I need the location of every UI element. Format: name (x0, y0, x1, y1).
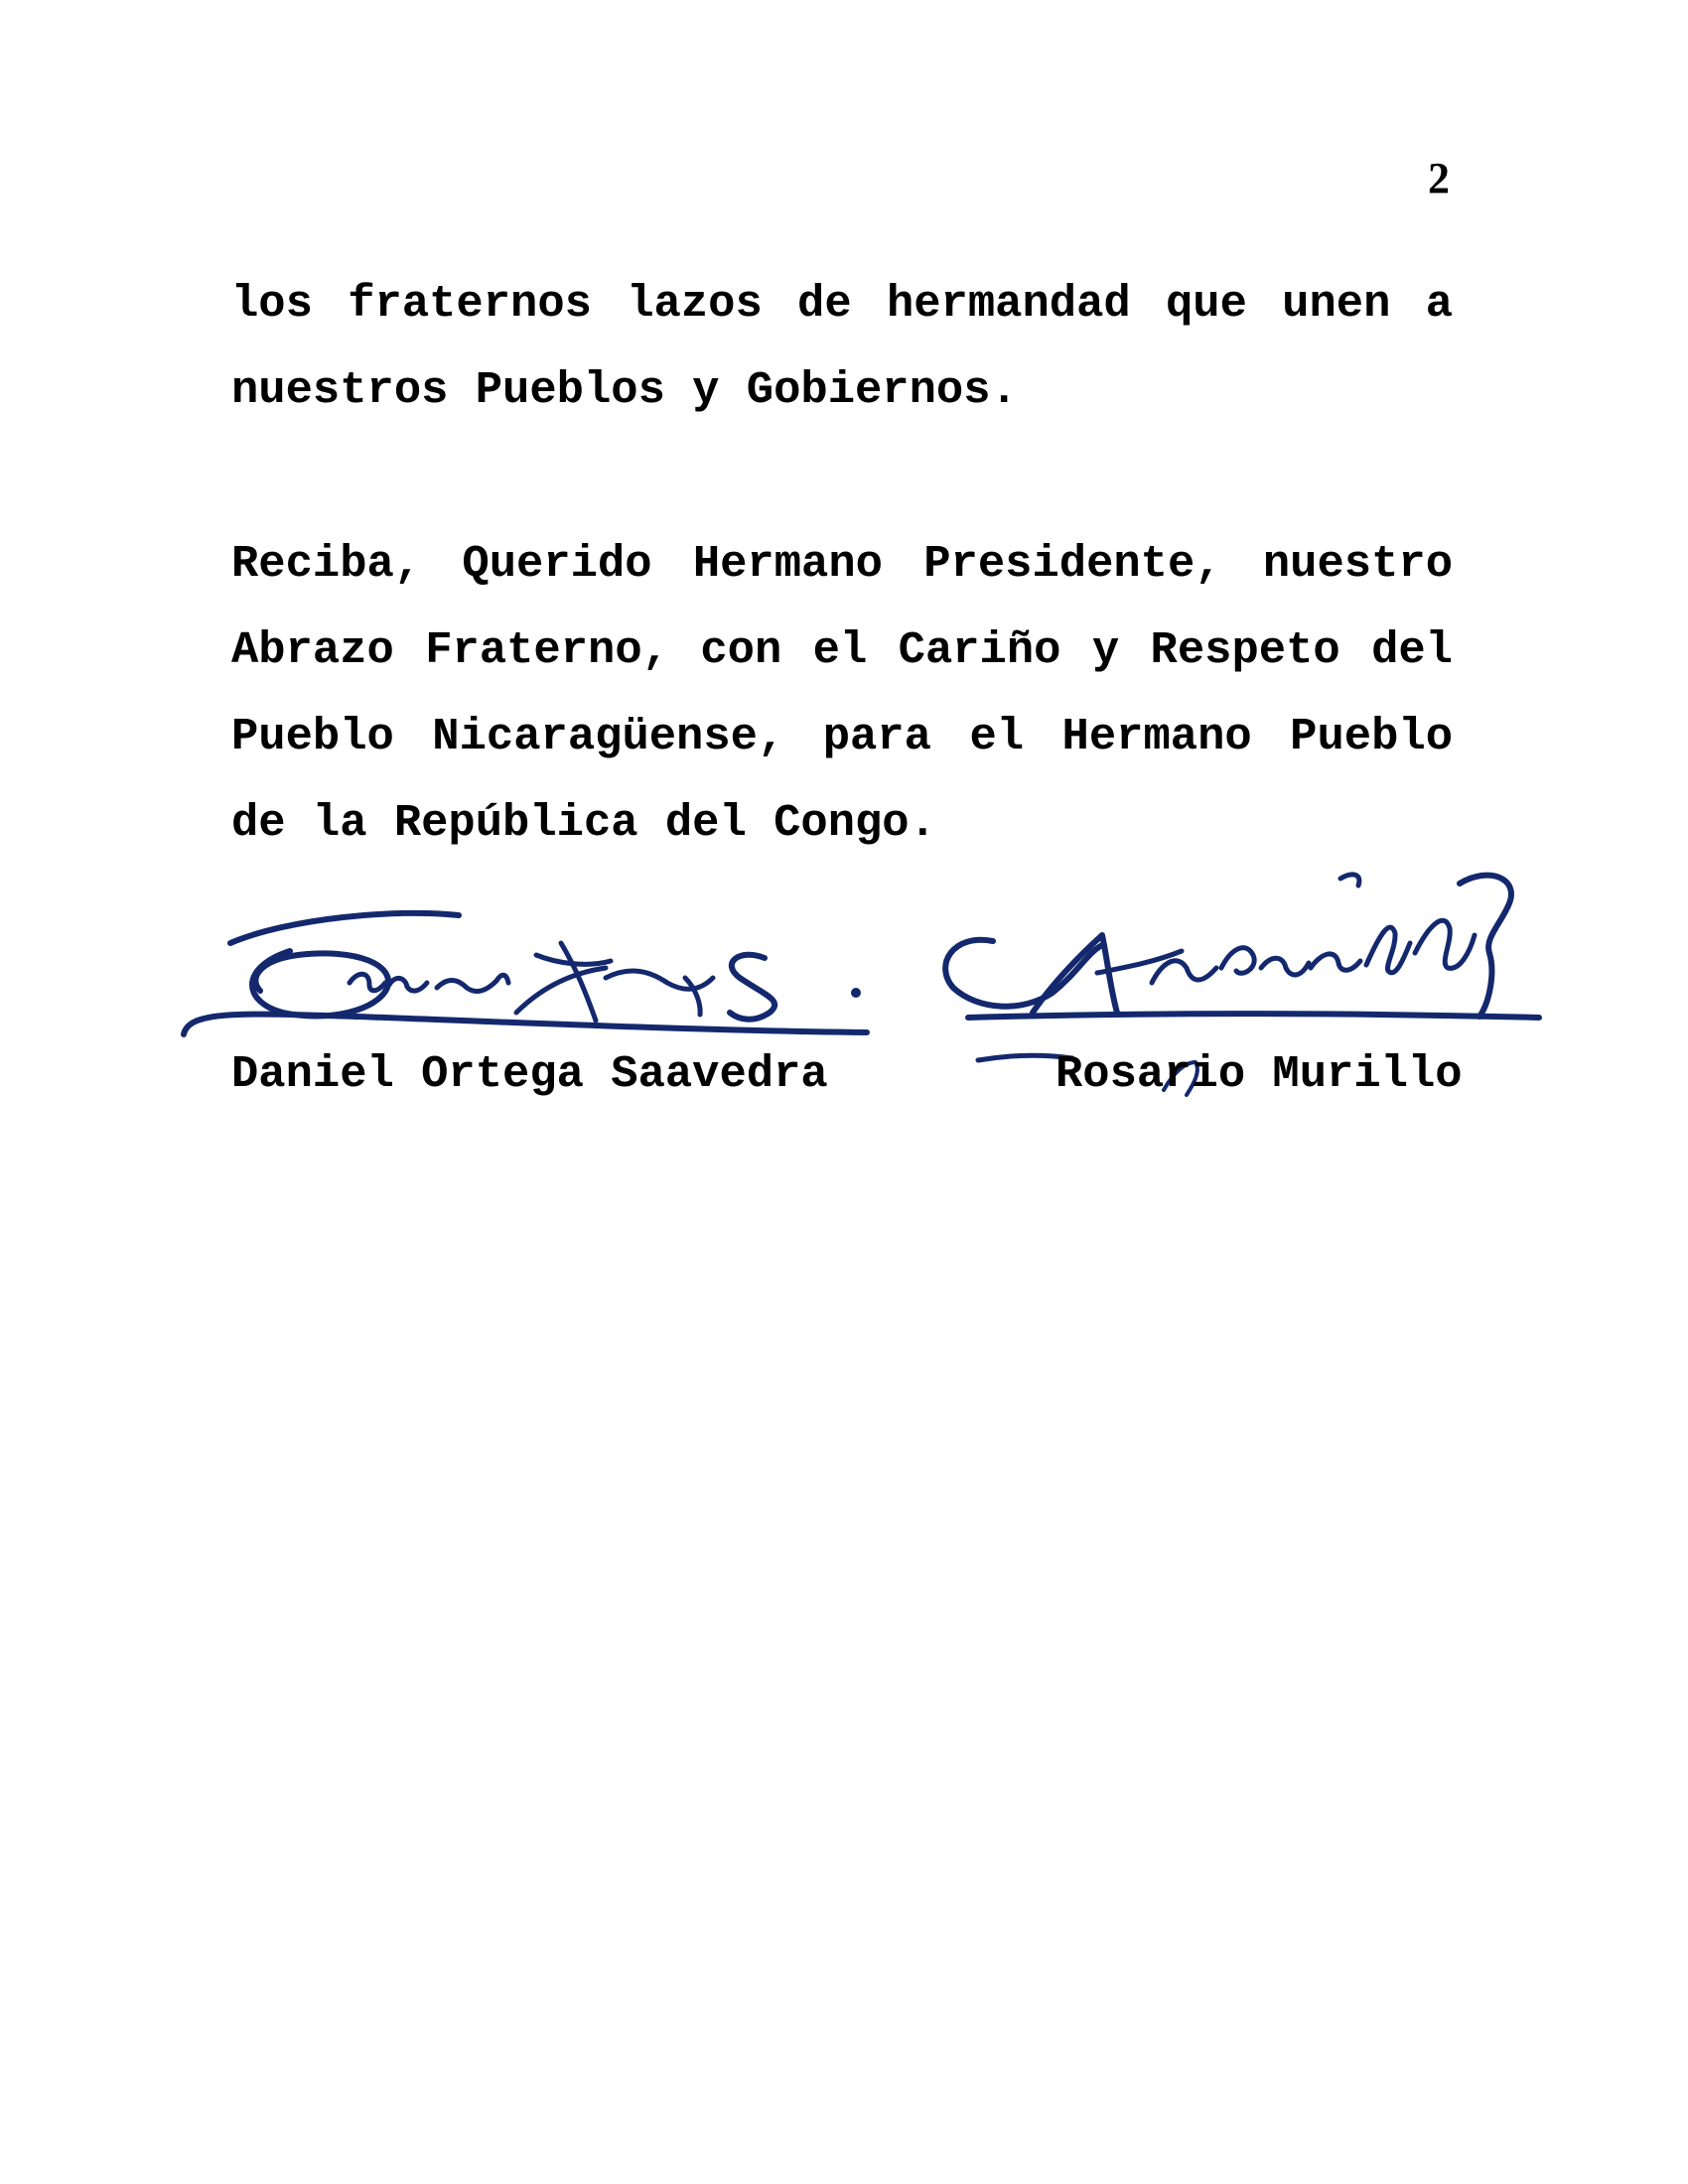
signature-daniel-ortega (184, 913, 867, 1034)
signatory-name: Daniel Ortega Saavedra (231, 1048, 828, 1100)
paragraph-line: Abrazo Fraterno, con el Cariño y Respeto del (231, 624, 1453, 676)
page-number: 2 (1428, 154, 1450, 203)
paragraph-line: de la República del Congo. (231, 797, 936, 849)
signatory-name: Rosario Murillo (1055, 1048, 1463, 1100)
paragraph-line: los fraternos lazos de hermandad que unen a (231, 278, 1453, 330)
paragraph-line: Pueblo Nicaragüense, para el Hermano Pueblo (231, 711, 1453, 762)
paragraph-line: Reciba, Querido Hermano Presidente, nuestro (231, 538, 1453, 590)
paragraph-line: nuestros Pueblos y Gobiernos. (231, 364, 1018, 416)
